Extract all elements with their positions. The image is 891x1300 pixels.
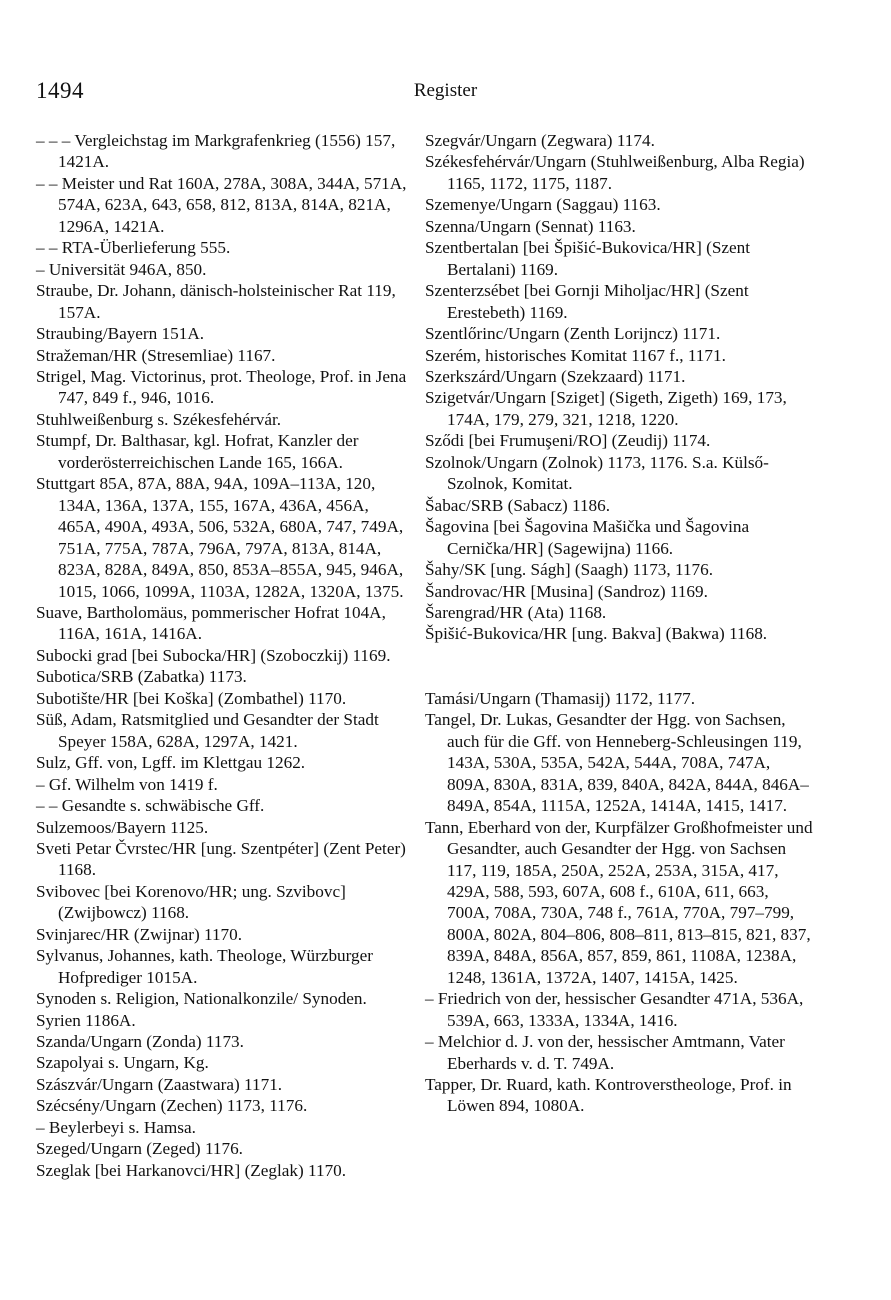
index-entry: Szanda/Ungarn (Zonda) 1173. [36,1032,244,1052]
index-entry: – Beylerbeyi s. Hamsa. [36,1117,196,1137]
index-entry: Suave, Bartholomäus, pommerischer Hofrat 104A, 116A, 161A, 1416A. [36,602,386,644]
index-entry: Szeglak [bei Harkanovci/HR] (Zeglak) 1170. [36,1160,347,1180]
index-entry: Süß, Adam, Ratsmitglied und Gesandter der Stadt Speyer 158A, 628A, 1297A, 1421. [36,710,379,751]
index-entry: – – RTA-Überlieferung 555. [36,238,231,258]
index-entry: Sveti Petar Čvrstec/HR [ung. Szentpéter] (Zent Peter) 1168. [36,838,406,880]
index-entry: Strigel, Mag. Victorinus, prot. Theologe, Prof. in Jena 747, 849 f., 946, 1016. [36,366,407,408]
section-gap [425,645,815,688]
index-entry: Stumpf, Dr. Balthasar, kgl. Hofrat, Kanzler der vorderösterreichischen Lande 165, 166A. [36,431,359,472]
index-entry: Šandrovac/HR [Musina] (Sandroz) 1169. [425,581,708,601]
index-entry: Sylvanus, Johannes, kath. Theologe, Würzburger Hofprediger 1015A. [36,946,374,987]
index-entry: Syrien 1186A. [36,1010,136,1030]
index-entry: Szemenye/Ungarn (Saggau) 1163. [425,195,661,215]
index-entry: Szászvár/Ungarn (Zaastwara) 1171. [36,1074,283,1094]
index-entry: Subotica/SRB (Zabatka) 1173. [36,667,247,687]
index-entry: Svinjarec/HR (Zwijnar) 1170. [36,924,243,944]
index-entry: Šabac/SRB (Sabacz) 1186. [425,495,611,515]
section-s-entries [425,130,815,645]
index-entry: – – – Vergleichstag im Markgrafenkrieg (1556) 157, 1421A. [36,131,396,172]
index-entry: Stuttgart 85A, 87A, 88A, 94A, 109A–113A, 120, 134A, 136A, 137A, 155, 167A, 436A, 456A, 465A, 490A, 493A, 506, 532A, 680A, 747, 749A, 751A, 775A, 787A, 796A, 797A, 813A, 814A, 823A, 828A, 849A, 850, 853A–855A, 945, 946A, 1015, 1066, 1099A, 1103A, 1282A, 1320A, 1375. [36,474,404,601]
index-entry: Sződi [bei Frumuşeni/RO] (Zeudij) 1174. [425,431,711,451]
index-entry: – – Gesandte s. schwäbische Gff. [36,796,265,816]
index-entry: Tann, Eberhard von der, Kurpfälzer Großhofmeister und Gesandter, auch Gesandter der Hgg. von Sachsen 117, 119, 185A, 250A, 252A, 253A, 315A, 417, 429A, 588, 593, 607A, 608 f., 610A, 611, 663, 700A, 708A, 730A, 748 f., 761A, 770A, 797–799, 800A, 802A, 804–806, 808–811, 813–815, 821, 837, 839A, 848A, 856A, 857, 859, 861, 1108A, 1238A, 1248, 1361A, 1372A, 1407, 1415A, 1425. [425,817,813,987]
index-entry: Székesfehérvár/Ungarn (Stuhlweißenburg, Alba Regia) 1165, 1172, 1175, 1187. [425,152,805,193]
index-entry: Szerém, historisches Komitat 1167 f., 1171. [425,345,726,365]
index-entry: Stražeman/HR (Stresemliae) 1167. [36,345,276,365]
index-entry: – Universität 946A, 850. [36,259,207,279]
index-entry: Špišić-Bukovica/HR [ung. Bakva] (Bakwa) 1168. [425,624,768,644]
index-entry: Szolnok/Ungarn (Zolnok) 1173, 1176. S.a. Külső-Szolnok, Komitat. [425,452,769,494]
index-entry: Subocki grad [bei Subocka/HR] (Szoboczkij) 1169. [36,645,391,665]
index-entry: Subotište/HR [bei Koška] (Zombathel) 1170. [36,688,347,708]
index-entry: Sulzemoos/Bayern 1125. [36,817,209,837]
index-entry: Straube, Dr. Johann, dänisch-holsteinischer Rat 119, 157A. [36,281,396,322]
index-entry: – Friedrich von der, hessischer Gesandter 471A, 536A, 539A, 663, 1333A, 1334A, 1416. [425,989,804,1030]
index-entry: – Melchior d. J. von der, hessischer Amtmann, Vater Eberhards v. d. T. 749A. [425,1032,785,1073]
right-column [425,130,815,1117]
index-entry: Tangel, Dr. Lukas, Gesandter der Hgg. von Sachsen, auch für die Gff. von Henneberg-Schleusingen 119, 143A, 530A, 535A, 542A, 544A, 708A, 747A, 809A, 830A, 831A, 839, 840A, 842A, 844A, 846A–849A, 854A, 1115A, 1252A, 1414A, 1415, 1417. [425,710,809,816]
index-entry: Szigetvár/Ungarn [Sziget] (Sigeth, Zigeth) 169, 173, 174A, 179, 279, 321, 1218, 1220. [425,388,787,429]
section-t-entries [425,688,815,1117]
running-title: Register [413,80,478,101]
index-entry: Šahy/SK [ung. Ságh] (Saagh) 1173, 1176. [425,560,714,580]
index-entry: Szapolyai s. Ungarn, Kg. [36,1053,209,1073]
index-entry: Tamási/Ungarn (Thamasij) 1172, 1177. [425,688,696,708]
index-entry: Szenterzsébet [bei Gornji Miholjac/HR] (Szent Erestebeth) 1169. [425,281,749,322]
index-entry: Stuhlweißenburg s. Székesfehérvár. [36,409,282,429]
index-entry: Szerkszárd/Ungarn (Szekzaard) 1171. [425,366,686,386]
index-entry: Šarengrad/HR (Ata) 1168. [425,602,607,622]
index-entry: Sulz, Gff. von, Lgff. im Klettgau 1262. [36,753,306,773]
index-entry: Szentbertalan [bei Špišić-Bukovica/HR] (Szent Bertalani) 1169. [425,238,751,279]
index-entry: Svibovec [bei Korenovo/HR; ung. Szvibovc] (Zwijbowcz) 1168. [36,881,346,923]
index-entry: Šagovina [bei Šagovina Mašička und Šagovina Cernička/HR] (Sagewijna) 1166. [425,517,750,558]
index-entry: Straubing/Bayern 151A. [36,324,205,344]
index-entry: – – Meister und Rat 160A, 278A, 308A, 344A, 571A, 574A, 623A, 643, 658, 812, 813A, 814A, 821A, 1296A, 1421A. [36,173,407,236]
index-entry: Szentlőrinc/Ungarn (Zenth Lorijncz) 1171. [425,324,721,344]
page-number: 1494 [36,78,84,103]
left-column [36,130,414,1181]
index-entry: Szenna/Ungarn (Sennat) 1163. [425,216,636,236]
index-entry: Szeged/Ungarn (Zeged) 1176. [36,1139,243,1159]
index-entry: Synoden s. Religion, Nationalkonzile/ Synoden. [36,989,367,1009]
index-entry: Szécsény/Ungarn (Zechen) 1173, 1176. [36,1096,308,1116]
index-entry: Tapper, Dr. Ruard, kath. Kontroverstheologe, Prof. in Löwen 894, 1080A. [425,1075,792,1116]
index-entry: Szegvár/Ungarn (Zegwara) 1174. [425,131,655,150]
index-entry: – Gf. Wilhelm von 1419 f. [36,774,218,794]
